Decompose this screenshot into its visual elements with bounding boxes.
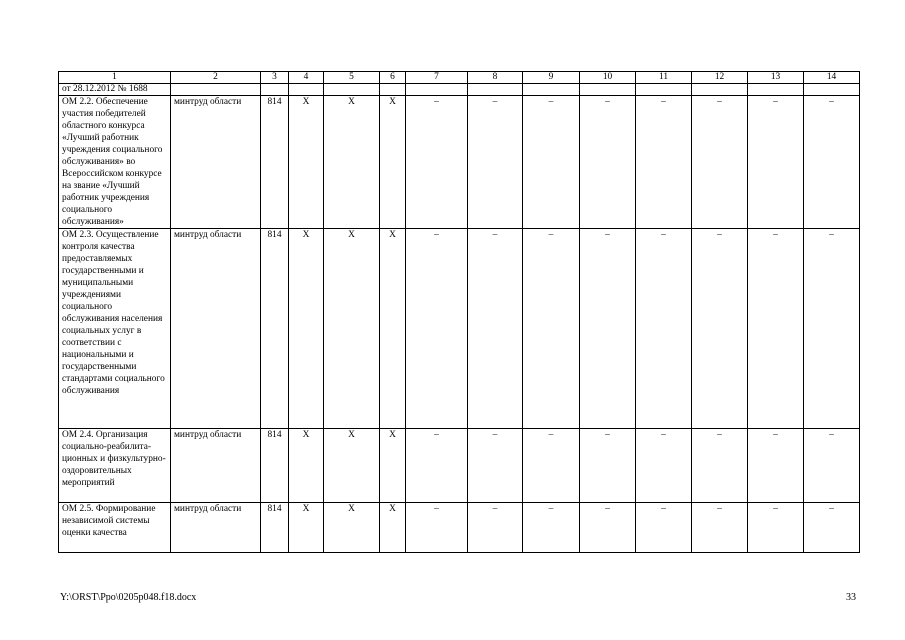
program-table [58, 71, 860, 553]
code-cell: 814 [261, 503, 289, 553]
table-cell: – [406, 229, 468, 429]
table-cell: X [324, 229, 380, 429]
table-cell: – [748, 96, 804, 229]
measure-name: ОМ 2.4. Организация социально-реабилита-ционных и физкультурно-оздоровительных мероприятий [59, 429, 171, 503]
table-cell: – [636, 503, 692, 553]
header-cell: 8 [468, 72, 523, 84]
measure-name: ОМ 2.2. Обеспечение участия победителей областного конкурса «Лучший работник учреждения социального обслуживания» во Всероссийском конкурсе на звание «Лучший работник учреждения социального обслуживания» [59, 96, 171, 229]
header-cell: 11 [636, 72, 692, 84]
table-cell: – [468, 229, 523, 429]
table-row [59, 229, 860, 429]
executor-cell: минтруд области [171, 229, 261, 429]
table-row [59, 96, 860, 229]
table-cell: – [804, 429, 860, 503]
table-header-row [59, 72, 860, 84]
code-cell: 814 [261, 429, 289, 503]
table-row [59, 429, 860, 503]
continuation-text: от 28.12.2012 № 1688 [59, 84, 171, 96]
measure-name: ОМ 2.5. Формирование независимой системы оценки качества [59, 503, 171, 553]
table-cell: – [406, 96, 468, 229]
table-cell: – [580, 229, 636, 429]
header-cell: 9 [523, 72, 580, 84]
table-cell: X [324, 503, 380, 553]
table-cell: – [523, 503, 580, 553]
header-cell: 7 [406, 72, 468, 84]
table-cell: – [692, 229, 748, 429]
table-cell: – [580, 429, 636, 503]
table-cell: – [468, 503, 523, 553]
executor-cell: минтруд области [171, 96, 261, 229]
code-cell: 814 [261, 229, 289, 429]
table-cell: X [289, 429, 324, 503]
table-cell: – [406, 429, 468, 503]
table-cell: X [380, 229, 406, 429]
table-cell: – [580, 503, 636, 553]
table-cell: X [289, 96, 324, 229]
table-cell: – [636, 229, 692, 429]
header-cell: 2 [171, 72, 261, 84]
executor-cell: минтруд области [171, 503, 261, 553]
table-cell: – [804, 503, 860, 553]
table-cell: – [636, 96, 692, 229]
footer-file-path: Y:\ORST\Ppo\0205p048.f18.docx [60, 592, 197, 603]
table-cell: X [289, 229, 324, 429]
header-cell: 13 [748, 72, 804, 84]
header-cell: 10 [580, 72, 636, 84]
table-cell: – [468, 96, 523, 229]
header-cell: 3 [261, 72, 289, 84]
table-cell: – [636, 429, 692, 503]
code-cell: 814 [261, 96, 289, 229]
table-cell: X [380, 429, 406, 503]
table-cell: – [692, 503, 748, 553]
continuation-row [59, 84, 860, 96]
table-cell: – [692, 429, 748, 503]
header-cell: 1 [59, 72, 171, 84]
executor-cell: минтруд области [171, 429, 261, 503]
table-cell: X [324, 429, 380, 503]
header-cell: 12 [692, 72, 748, 84]
header-cell: 6 [380, 72, 406, 84]
measure-name: ОМ 2.3. Осуществление контроля качества предоставляемых государственными и муниципальными учреждениями социального обслуживания населения социальных услуг в соответствии с национальными и государственными стандартами социального обслуживания [59, 229, 171, 429]
table-cell: X [289, 503, 324, 553]
header-cell: 4 [289, 72, 324, 84]
page-number: 33 [846, 592, 856, 603]
table-cell: – [523, 96, 580, 229]
table-cell: X [380, 96, 406, 229]
header-cell: 14 [804, 72, 860, 84]
table-cell: – [748, 429, 804, 503]
table-cell: – [748, 229, 804, 429]
table-cell: – [523, 429, 580, 503]
table-cell: – [804, 96, 860, 229]
table-cell: X [380, 503, 406, 553]
table-cell: – [468, 429, 523, 503]
table-cell: – [748, 503, 804, 553]
table-cell: – [692, 96, 748, 229]
table-row [59, 503, 860, 553]
table-cell: – [580, 96, 636, 229]
table-cell: – [406, 503, 468, 553]
table-cell: – [804, 229, 860, 429]
table-cell: – [523, 229, 580, 429]
header-cell: 5 [324, 72, 380, 84]
table-cell: X [324, 96, 380, 229]
